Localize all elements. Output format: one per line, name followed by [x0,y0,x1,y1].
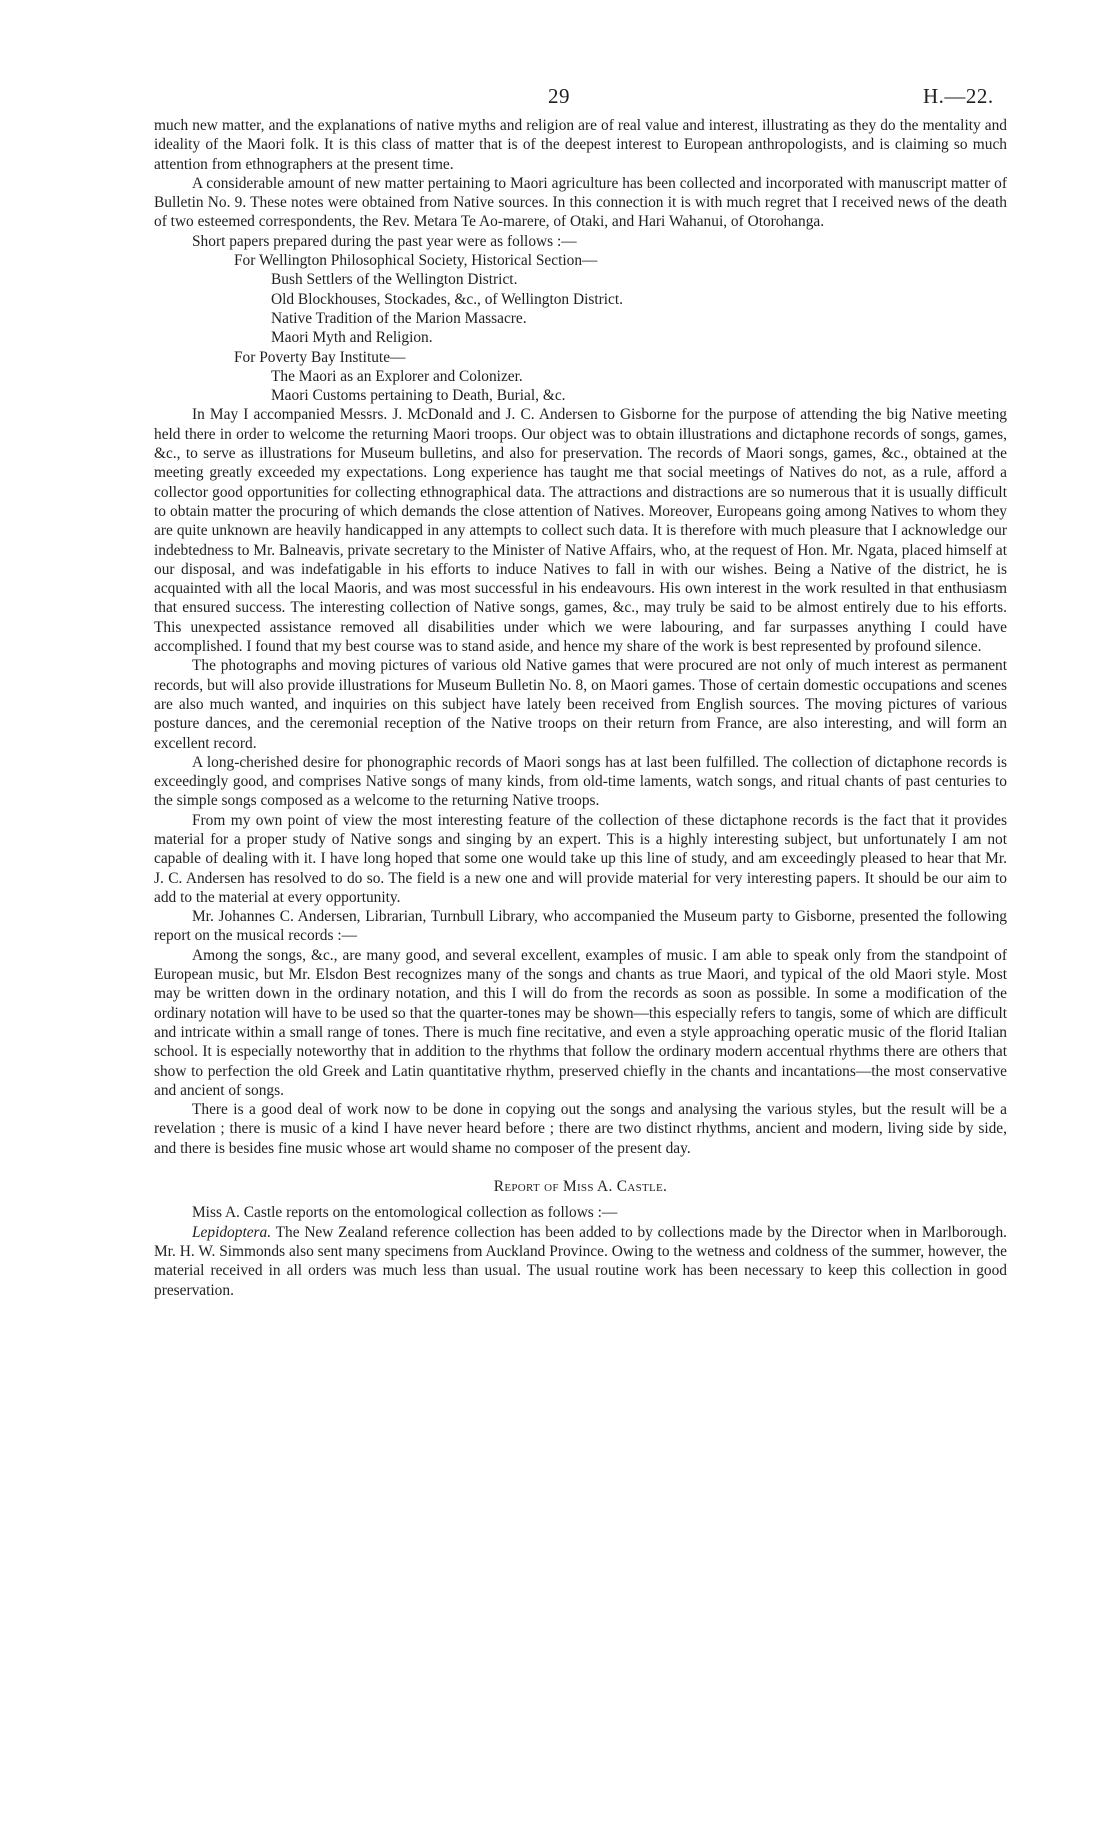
paragraph: Among the songs, &c., are many good, and several excellent, examples of music. I am able to speak only from the standpoint of European music, but Mr. Elsdon Best recognizes many of the songs and chants as true Maori, and typical of the old Maori style. Most may be written down in the ordinary notation, and this I will do from the records as soon as possible. In some a modification of the ordinary notation will have to be used so that the quarter-tones may be shown—this especially refers to tangis, some of which are difficult and intricate within a small range of tones. There is much fine recitative, and even a style approaching operatic music of the florid Italian school. It is especially noteworthy that in addition to the rhythms that follow the ordinary modern accentual rhythms there are others that show to perfection the old Greek and Latin quantitative rhythm, preserved chiefly in the chants and incantations—the most conservative and ancient of songs. [154,946,1007,1099]
section-title: Report of Miss A. Castle. [493,1178,668,1196]
list-item: Maori Customs pertaining to Death, Burial, &c. [271,387,566,405]
document-body [154,116,1007,1300]
list-heading: For Poverty Bay Institute— [234,348,406,366]
paragraph [154,1223,1007,1300]
list-item: Bush Settlers of the Wellington District. [271,271,518,289]
list-item: Old Blockhouses, Stockades, &c., of Wellington District. [271,290,623,308]
list-item: Native Tradition of the Marion Massacre. [271,309,527,327]
paragraph: Miss A. Castle reports on the entomological collection as follows :— [192,1204,618,1222]
list-item: Maori Myth and Religion. [271,329,433,347]
paragraph: From my own point of view the most interesting feature of the collection of these dictaphone records is the fact that it provides material for a proper study of Native songs and singing by an expert. This is a highly interesting subject, but unfortunately I am not capable of dealing with it. I have long hoped that some one would take up this line of study, and am exceedingly pleased to hear that Mr. J. C. Andersen has resolved to do so. The field is a new one and will provide material for very interesting papers. It should be our aim to add to the material at every opportunity. [154,811,1007,906]
paragraph: In May I accompanied Messrs. J. McDonald and J. C. Andersen to Gisborne for the purpose of attending the big Native meeting held there in order to welcome the returning Maori troops. Our object was to obtain illustrations and dictaphone records of songs, games, &c., to serve as illustrations for Museum bulletins, and also for preservation. The records of Maori songs, games, &c., obtained at the meeting greatly exceeded my expectations. Long experience has taught me that social meetings of Natives do not, as a rule, afford a collector good opportunities for collecting ethnographical data. The attractions and distractions are so numerous that it is usually difficult to obtain matter the procuring of which demands the close attention of Natives. Moreover, Europeans going among Natives to whom they are quite unknown are heavily handicapped in any attempts to collect such data. It is therefore with much pleasure that I acknowledge our indebtedness to Mr. Balneavis, private secretary to the Minister of Native Affairs, who, at the request of Hon. Mr. Ngata, placed himself at our disposal, and was indefatigable in his efforts to induce Natives to fall in with our wishes. Being a Native of the district, he is acquainted with all the local Maoris, and was most successful in his endeavours. His own interest in the work resulted in that enthusiasm that ensured success. The interesting collection of Native songs, games, &c., may truly be said to be almost entirely due to his efforts. This unexpected assistance removed all disabilities under which we were labouring, and far surpasses anything I could have accomplished. I found that my best course was to stand aside, and hence my share of the work is best represented by profound silence. [154,406,1007,656]
document-reference: H.—22. [923,84,994,108]
paragraph: much new matter, and the explanations of native myths and religion are of real value and interest, illustrating as they do the mentality and ideality of the Maori folk. It is this class of matter that is of the deepest interest to European anthropologists, and is claiming so much attention from ethnographers at the present time. [154,117,1007,173]
lepidoptera-text: The New Zealand reference collection has been added to by collections made by the Director when in Marlborough. Mr. H. W. Simmonds also sent many specimens from Auckland Province. Owing to the wetness and coldness of the summer, however, the material received in all orders was much less than usual. The usual routine work has been necessary to keep this collection in good preservation. [154,1223,1007,1299]
paragraph: Short papers prepared during the past year were as follows :— [192,232,577,250]
list-item: The Maori as an Explorer and Colonizer. [271,367,523,385]
paragraph: A considerable amount of new matter pertaining to Maori agriculture has been collected and incorporated with manuscript matter of Bulletin No. 9. These notes were obtained from Native sources. In this connection it is with much regret that I received news of the death of two esteemed correspondents, the Rev. Metara Te Ao-marere, of Otaki, and Hari Wahanui, of Otorohanga. [154,174,1007,231]
paragraph: Mr. Johannes C. Andersen, Librarian, Turnbull Library, who accompanied the Museum party to Gisborne, presented the following report on the musical records :— [154,908,1007,945]
page-number: 29 [548,84,570,108]
list-heading: For Wellington Philosophical Society, Historical Section— [234,252,598,270]
paragraph: A long-cherished desire for phonographic records of Maori songs has at last been fulfilled. The collection of dictaphone records is exceedingly good, and comprises Native songs of many kinds, from old-time laments, watch songs, and ritual chants of past centuries to the simple songs composed as a welcome to the returning Native troops. [154,753,1007,810]
lepidoptera-label: Lepidoptera. [192,1223,272,1241]
paragraph: The photographs and moving pictures of various old Native games that were procured are not only of much interest as permanent records, but will also provide illustrations for Museum Bulletin No. 8, on Maori games. Those of certain domestic occupations and scenes are also much wanted, and inquiries on this subject have lately been received from English sources. The moving pictures of various posture dances, and the ceremonial reception of the Native troops on their return from France, are also interesting, and will form an excellent record. [154,657,1007,752]
paragraph: There is a good deal of work now to be done in copying out the songs and analysing the various styles, but the result will be a revelation ; there is music of a kind I have never heard before ; there are two distinct rhythms, ancient and modern, living side by side, and there is besides fine music whose art would shame no composer of the present day. [154,1101,1007,1157]
